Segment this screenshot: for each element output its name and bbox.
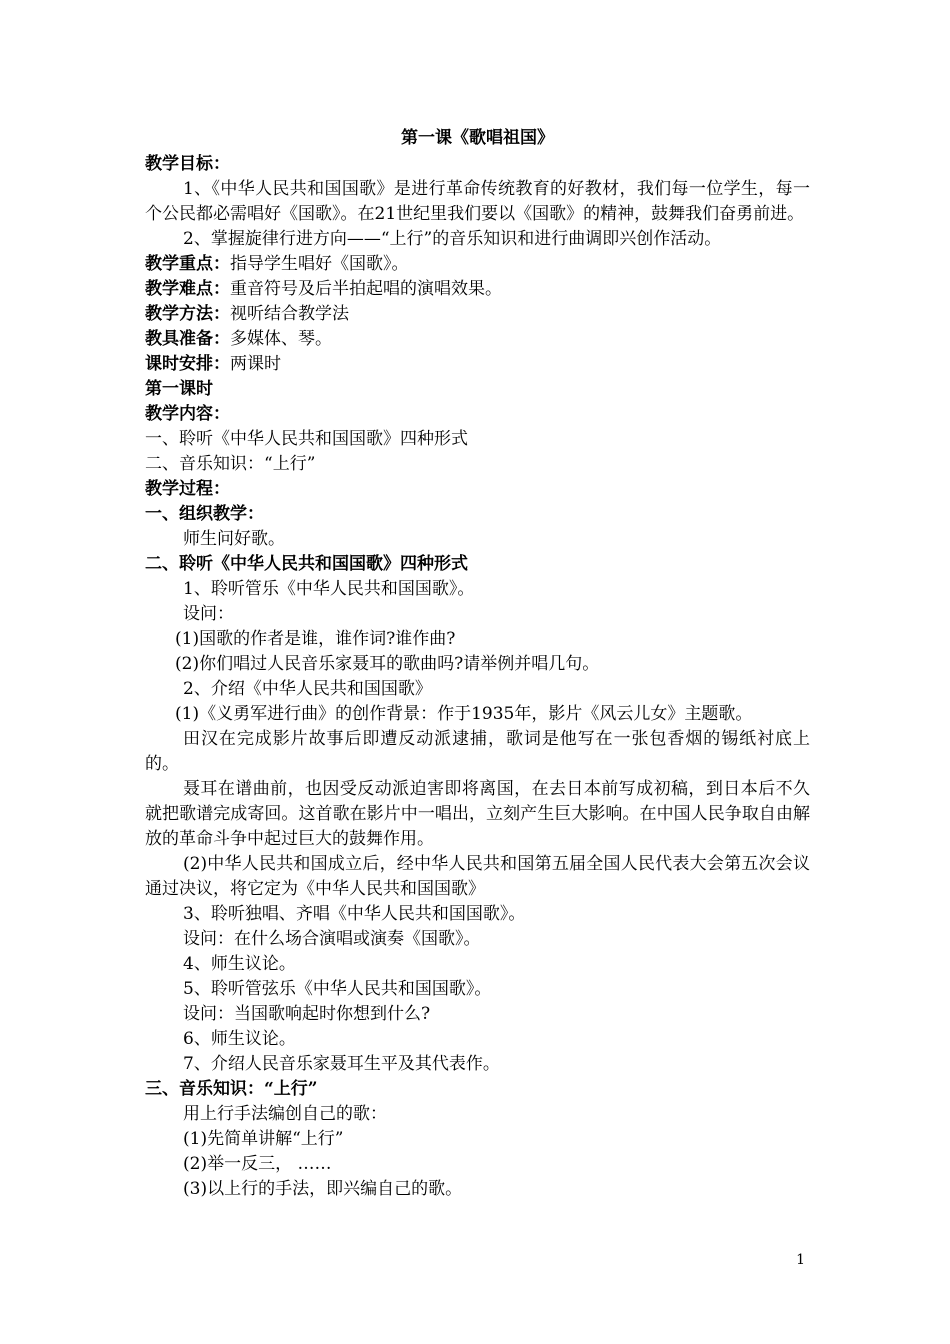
document-body — [145, 126, 810, 1202]
section-label: 二、聆听《中华人民共和国国歌》四种形式 — [145, 554, 468, 574]
section-line — [145, 252, 810, 277]
paragraph: 5、聆听管弦乐《中华人民共和国国歌》。 — [183, 979, 492, 999]
paragraph: 2、介绍《中华人民共和国国歌》 — [183, 679, 432, 699]
section-line — [145, 402, 810, 427]
section-line — [145, 377, 810, 402]
document-title: 第一课《歌唱祖国》 — [401, 128, 554, 148]
section-line — [145, 477, 810, 502]
section-line — [145, 552, 810, 577]
paragraph: 1、聆听管乐《中华人民共和国国歌》。 — [183, 579, 475, 599]
paragraph: 6、师生议论。 — [183, 1029, 296, 1049]
section-text: 视听结合教学法 — [230, 304, 349, 324]
paragraph: 3、聆听独唱、齐唱《中华人民共和国国歌》。 — [183, 904, 526, 924]
paragraph: 设问： — [183, 604, 234, 624]
section-label: 教学重点： — [145, 254, 230, 274]
section-line — [145, 502, 810, 527]
sub-item: (1)《义勇军进行曲》的创作背景：作于1935年，影片《风云儿女》主题歌。 — [175, 704, 753, 724]
section-line — [145, 1077, 810, 1102]
sub-item: (2)你们唱过人民音乐家聂耳的歌曲吗?请举例并唱几句。 — [175, 654, 600, 674]
section-label: 第一课时 — [145, 379, 213, 399]
section-line — [145, 352, 810, 377]
section-line — [145, 152, 810, 177]
section-text: 多媒体、琴。 — [230, 329, 332, 349]
paragraph: (2)中华人民共和国成立后，经中华人民共和国第五届全国人民代表大会第五次会议通过决议，将它定为《中华人民共和国国歌》 — [145, 854, 810, 899]
section-line — [145, 277, 810, 302]
page-number: 1 — [796, 1252, 805, 1268]
paragraph: 设问：当国歌响起时你想到什么? — [183, 1004, 431, 1024]
section-line — [145, 327, 810, 352]
paragraph: 7、介绍人民音乐家聂耳生平及其代表作。 — [183, 1054, 500, 1074]
paragraph: 聂耳在谱曲前，也因受反动派迫害即将离国，在去日本前写成初稿，到日本后不久就把歌谱完成寄回。这首歌在影片中一唱出，立刻产生巨大影响。在中国人民争取自由解放的革命斗争中起过巨大的鼓舞作用。 — [145, 779, 810, 849]
section-text: 重音符号及后半拍起唱的演唱效果。 — [230, 279, 502, 299]
section-label: 教学方法： — [145, 304, 230, 324]
paragraph: 2、掌握旋律行进方向——“上行”的音乐知识和进行曲调即兴创作活动。 — [183, 229, 722, 249]
paragraph: 用上行手法编创自己的歌： — [183, 1104, 387, 1124]
section-text: 两课时 — [230, 354, 281, 374]
content-item: 二、音乐知识：“上行” — [145, 454, 316, 474]
paragraph: (2)举一反三， …… — [183, 1154, 332, 1174]
section-label: 三、音乐知识：“上行” — [145, 1079, 318, 1099]
section-label: 一、组织教学： — [145, 504, 264, 524]
paragraph: (3)以上行的手法，即兴编自己的歌。 — [183, 1179, 463, 1199]
paragraph: (1)先简单讲解“上行” — [183, 1129, 344, 1149]
section-label: 教学目标： — [145, 154, 230, 174]
sub-item: (1)国歌的作者是谁，谁作词?谁作曲? — [175, 629, 456, 649]
paragraph: 1、《中华人民共和国国歌》是进行革命传统教育的好教材，我们每一位学生，每一个公民都必需唱好《国歌》。在21世纪里我们要以《国歌》的精神，鼓舞我们奋勇前进。 — [145, 179, 810, 224]
paragraph: 设问：在什么场合演唱或演奏《国歌》。 — [183, 929, 481, 949]
section-line — [145, 302, 810, 327]
section-label: 课时安排： — [145, 354, 230, 374]
section-label: 教学难点： — [145, 279, 230, 299]
paragraph: 4、师生议论。 — [183, 954, 296, 974]
section-text: 指导学生唱好《国歌》。 — [230, 254, 409, 274]
lesson-plan-lines — [145, 152, 810, 1202]
paragraph: 田汉在完成影片故事后即遭反动派逮捕，歌词是他写在一张包香烟的锡纸衬底上的。 — [145, 729, 810, 774]
content-item: 一、聆听《中华人民共和国国歌》四种形式 — [145, 429, 468, 449]
paragraph: 师生问好歌。 — [183, 529, 285, 549]
section-label: 教学内容： — [145, 404, 230, 424]
section-label: 教具准备： — [145, 329, 230, 349]
section-label: 教学过程： — [145, 479, 230, 499]
